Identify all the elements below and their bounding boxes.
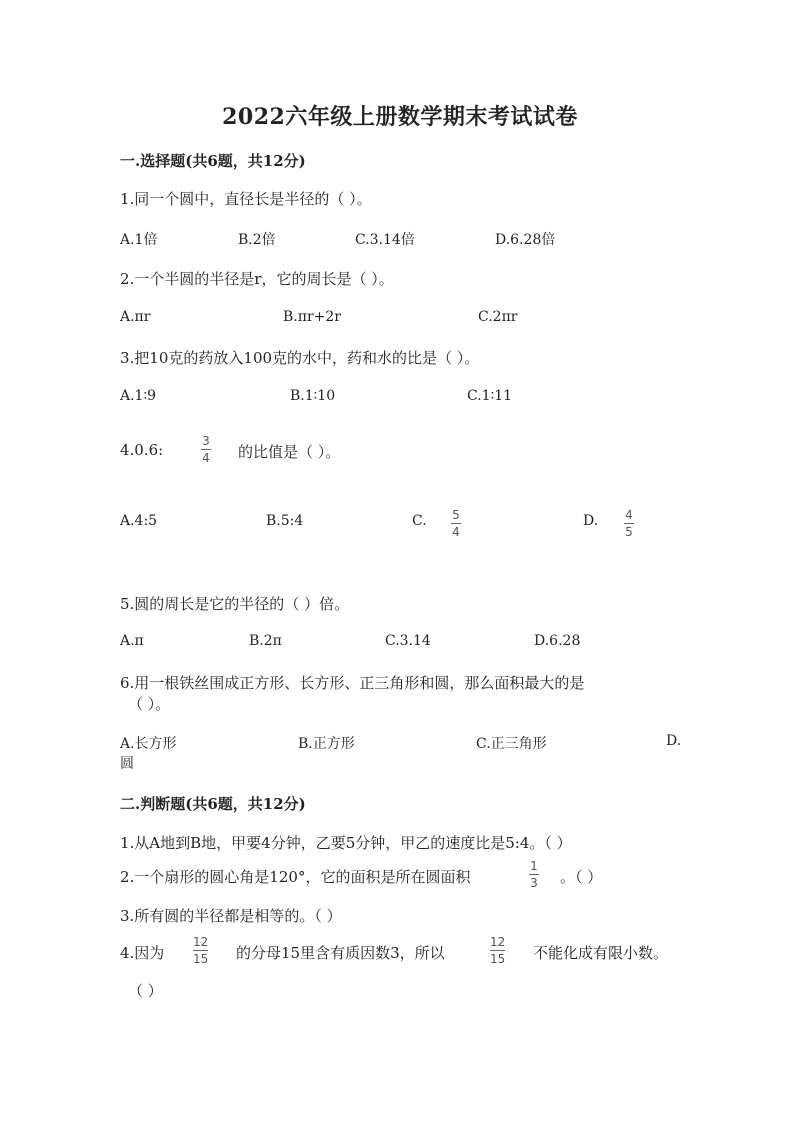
judgement-4-fraction-1: [193, 936, 208, 965]
fraction-numerator: 12: [490, 935, 506, 949]
fraction-bar: [201, 449, 211, 450]
q5-option-c: C.3.14: [385, 633, 431, 649]
q6-option-b: B.正方形: [298, 736, 355, 752]
judgement-3: 3.所有圆的半径都是相等的。（ ）: [120, 907, 342, 925]
question-6-line1: 6.用一根铁丝围成正方形、长方形、正三角形和圆，那么面积最大的是: [120, 674, 585, 692]
q6-option-d-wrap: 圆: [120, 756, 134, 772]
fraction-numerator: 5: [452, 508, 460, 522]
q5-option-a: A.π: [120, 633, 144, 649]
q4-fraction: [201, 435, 211, 464]
fraction-denominator: 15: [193, 952, 209, 966]
fraction-numerator: 12: [193, 935, 209, 949]
judgement-4-line2: （ ）: [128, 982, 163, 1000]
q3-option-c: C.1∶11: [467, 388, 513, 404]
fraction-numerator: 4: [625, 508, 633, 522]
q5-option-b: B.2π: [249, 633, 282, 649]
fraction-denominator: 15: [490, 952, 506, 966]
q3-option-b: B.1∶10: [290, 388, 336, 404]
fraction-denominator: 3: [530, 876, 538, 890]
q5-option-d: D.6.28: [534, 633, 581, 649]
judgement-4-prefix: 4.因为: [120, 944, 165, 962]
q4-option-b: B.5:4: [266, 513, 304, 529]
q4-option-c-fraction: [451, 509, 461, 538]
q4-option-d: D.: [583, 513, 599, 529]
q6-option-c: C.正三角形: [476, 736, 547, 752]
q1-option-b: B.2倍: [238, 232, 276, 248]
question-4-prefix: 4.0.6:: [120, 441, 164, 459]
q6-option-d: D.: [666, 733, 682, 749]
fraction-bar: [490, 950, 505, 951]
q3-option-a: A.1∶9: [120, 388, 157, 404]
section-heading-judgement: 二.判断题(共6题，共12分): [120, 795, 306, 813]
judgement-1: 1.从A地到B地，甲要4分钟，乙要5分钟，甲乙的速度比是5:4。（ ）: [120, 834, 572, 852]
fraction-bar: [451, 523, 461, 524]
section-heading-choice: 一.选择题(共6题，共12分): [120, 152, 306, 170]
judgement-4-fraction-2: [490, 936, 505, 965]
q2-option-c: C.2πr: [478, 309, 518, 325]
judgement-2-prefix: 2.一个扇形的圆心角是120°，它的面积是所在圆面积: [120, 868, 471, 886]
fraction-denominator: 4: [452, 525, 460, 539]
page-title: 2022六年级上册数学期末考试试卷: [222, 104, 578, 130]
fraction-bar: [624, 523, 634, 524]
fraction-denominator: 5: [625, 525, 633, 539]
question-6-line2: （ ）。: [128, 695, 171, 713]
judgement-4-middle: 的分母15里含有质因数3，所以: [236, 944, 445, 962]
q4-option-a: A.4:5: [120, 513, 158, 529]
question-1: 1.同一个圆中，直径长是半径的（ ）。: [120, 190, 372, 208]
fraction-bar: [193, 950, 208, 951]
judgement-4-suffix: 不能化成有限小数。: [533, 944, 669, 962]
fraction-bar: [529, 874, 539, 875]
question-2: 2.一个半圆的半径是r，它的周长是（ ）。: [120, 270, 394, 288]
fraction-numerator: 3: [202, 434, 210, 448]
q2-option-b: B.πr+2r: [283, 309, 341, 325]
q1-option-d: D.6.28倍: [495, 232, 556, 248]
judgement-2-suffix: 。（ ）: [560, 868, 603, 886]
q1-option-c: C.3.14倍: [355, 232, 415, 248]
q4-option-c: C.: [412, 513, 427, 529]
q4-option-d-fraction: [624, 509, 634, 538]
question-5: 5.圆的周长是它的半径的（ ）倍。: [120, 595, 350, 613]
question-3: 3.把10克的药放入100克的水中，药和水的比是（ ）。: [120, 349, 480, 367]
judgement-2-fraction: [529, 860, 539, 889]
fraction-denominator: 4: [202, 451, 210, 465]
question-4-suffix: 的比值是（ ）。: [238, 443, 341, 461]
fraction-numerator: 1: [530, 859, 538, 873]
q1-option-a: A.1倍: [120, 232, 158, 248]
q2-option-a: A.πr: [120, 309, 151, 325]
q6-option-a: A.长方形: [120, 736, 177, 752]
